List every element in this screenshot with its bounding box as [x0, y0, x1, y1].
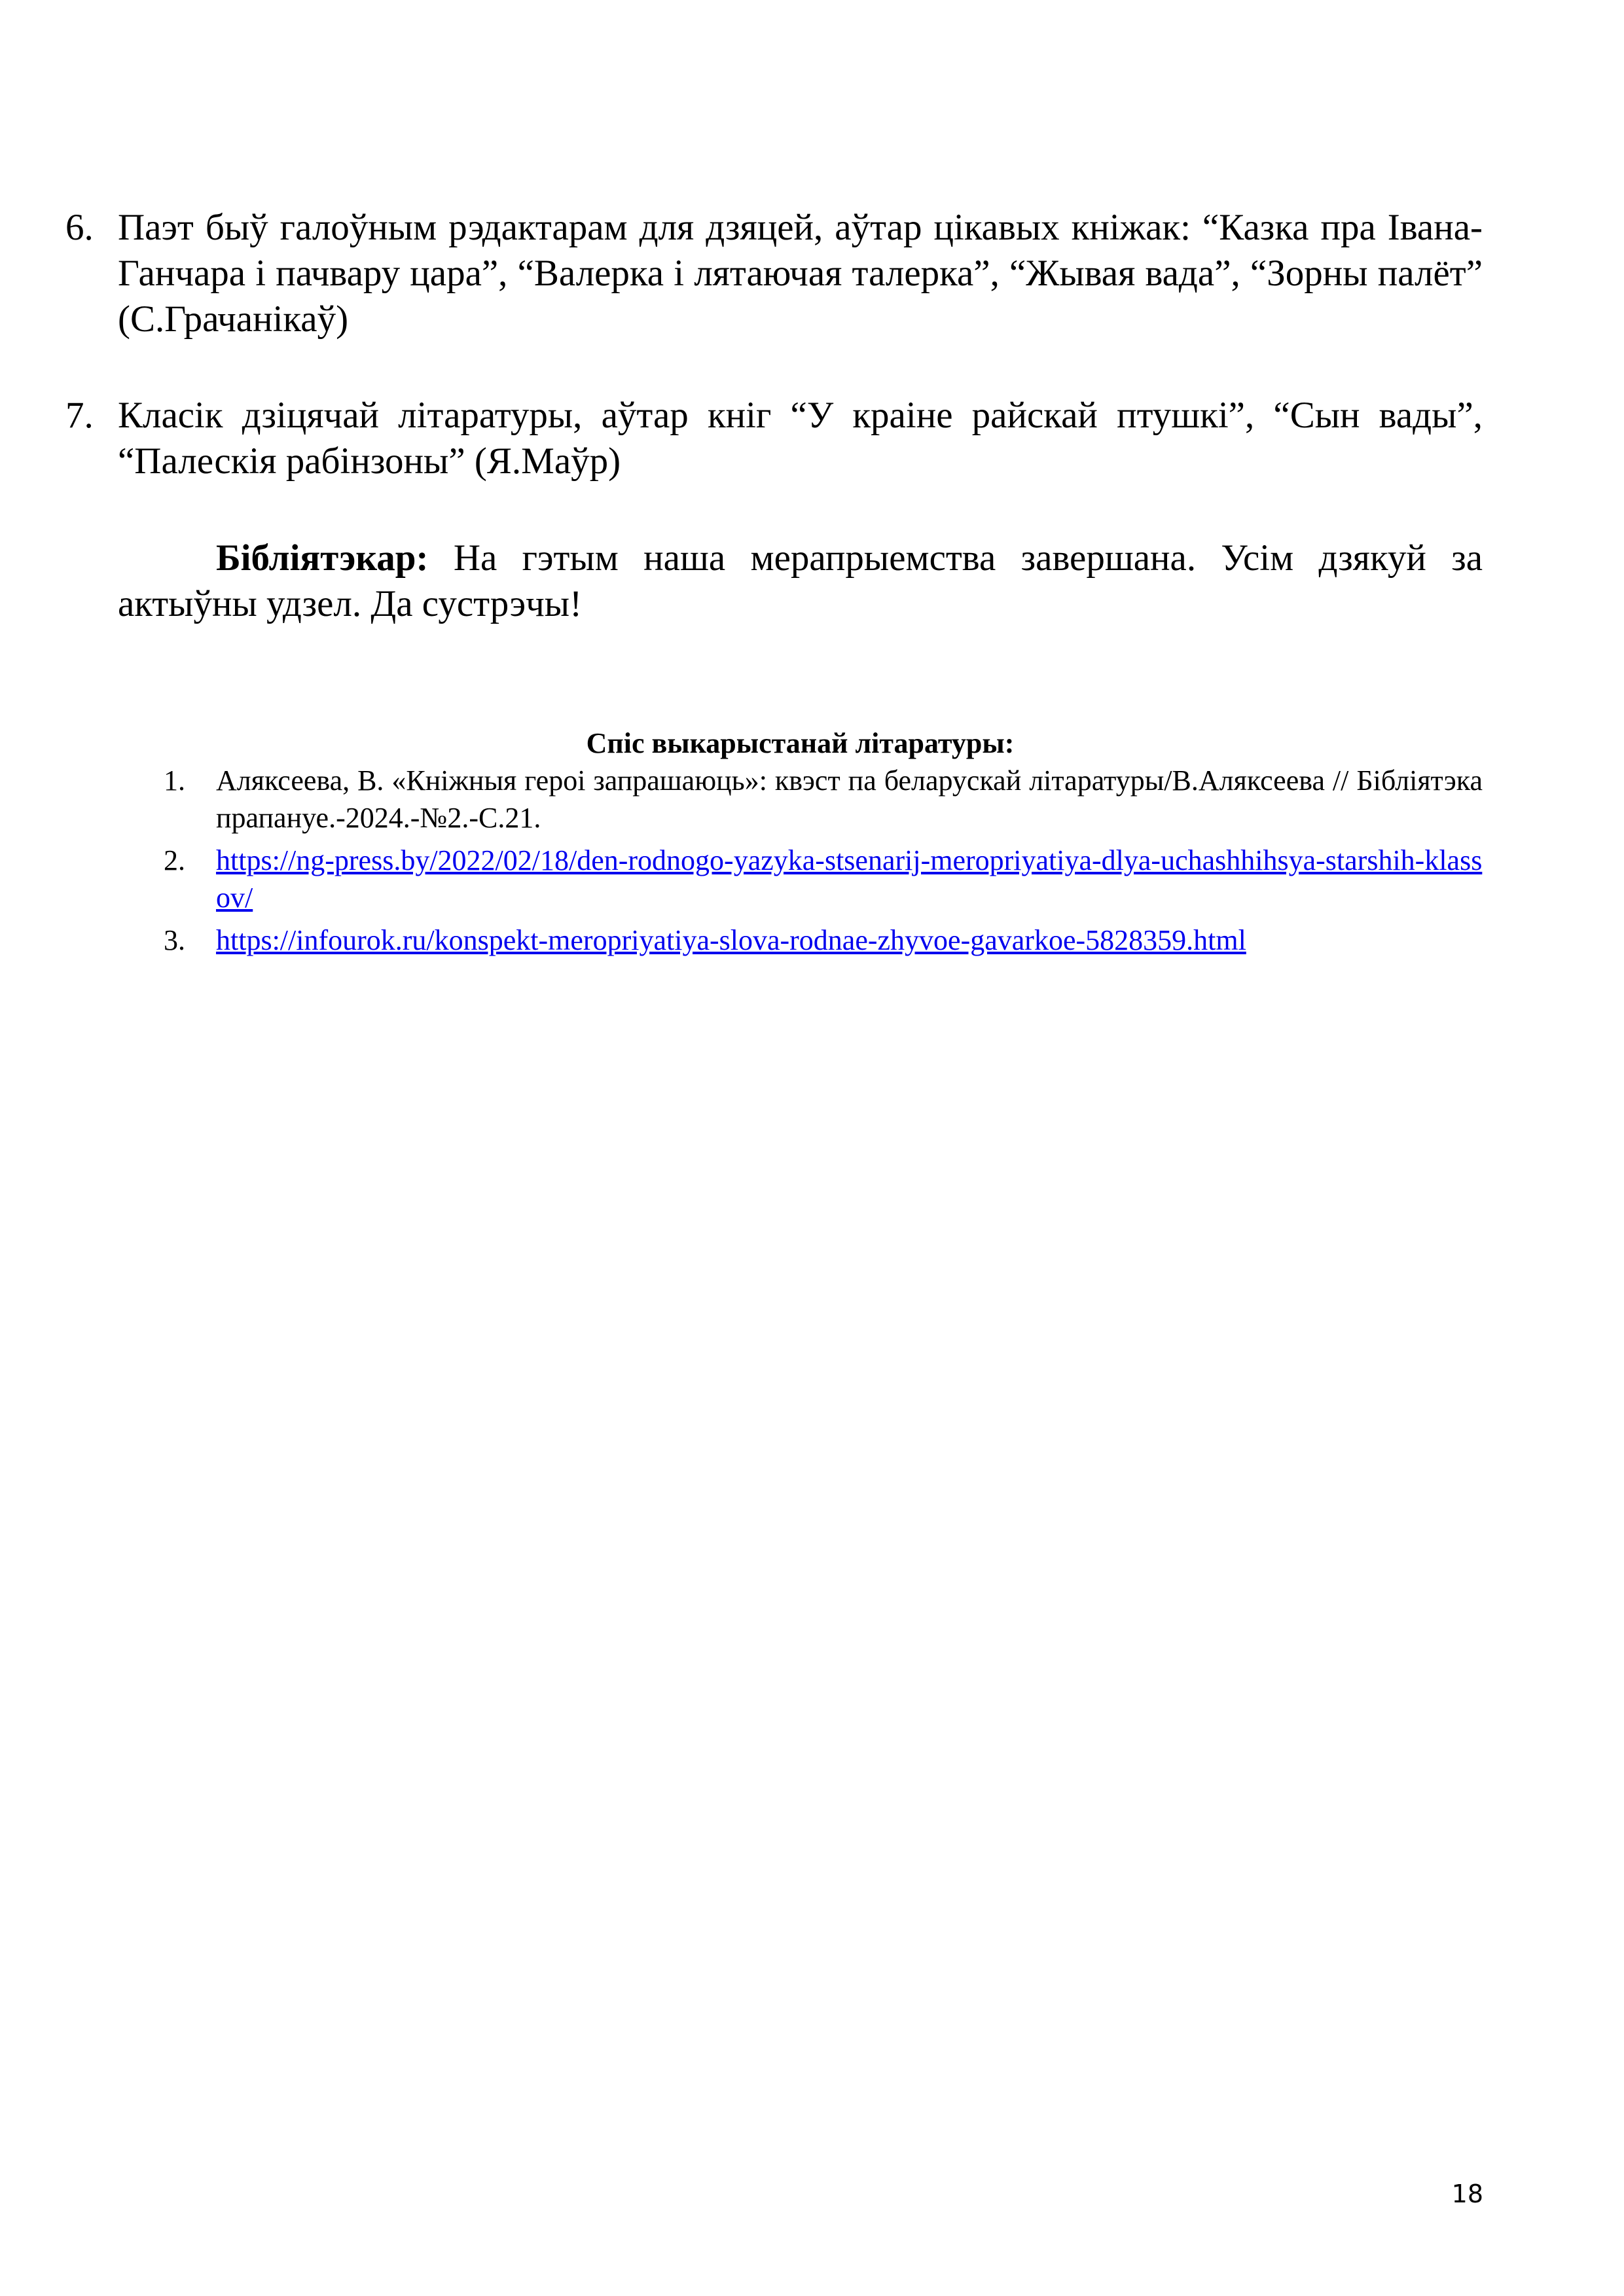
list-item-number: 6. [65, 207, 94, 248]
bibliography-title: Спіс выкарыстанай літаратуры: [586, 727, 1015, 759]
bibliography-list [164, 762, 1483, 964]
bibliography-entry [164, 842, 1483, 916]
list-item-body [65, 393, 1483, 484]
bibliography-link[interactable]: https://infourok.ru/konspekt-meropriyatiya-slova-rodnae-zhyvoe-gavarkoe-5828359.html [216, 924, 1246, 956]
list-item [65, 393, 1483, 484]
bibliography-entry-number: 3. [164, 924, 185, 956]
list-item-body [65, 205, 1483, 342]
list-item [65, 205, 1483, 342]
bibliography-entry-text: Аляксеева, В. «Кніжныя героі запрашаюць»: квэст па беларускай літаратуры/В.Аляксеева // Бібліятэка прапануе.-2024.-№2.-С.21. [216, 764, 1483, 834]
closing-text: На гэтым наша мерапрыемства завершана. Усім дзякуй за актыўны удзел. Да сустрэчы! [118, 537, 1483, 624]
bibliography-entry [164, 762, 1483, 836]
bibliography-entry [164, 922, 1483, 959]
bibliography-entry-number: 1. [164, 764, 185, 797]
list-item-number: 7. [65, 395, 94, 436]
closing-paragraph [118, 535, 1483, 627]
speaker-label: Бібліятэкар: [216, 537, 429, 579]
list-item-text: Класік дзіцячай літаратуры, аўтар кніг “У краіне райскай птушкі”, “Сын вады”, “Палескія рабінзоны” (Я.Маўр) [118, 395, 1483, 482]
page-number: 18 [1451, 2179, 1483, 2208]
bibliography-link[interactable]: https://ng-press.by/2022/02/18/den-rodnogo-yazyka-stsenarij-meropriyatiya-dlya-uchashhihsya-starshih-klassov/ [216, 844, 1483, 914]
list-item-text: Паэт быў галоўным рэдактарам для дзяцей, аўтар цікавых кніжак: “Казка пра Івана-Ганчара і пачвару цара”, “Валерка і лятаючая талерка”, “Жывая вада”, “Зорны палёт” (С.Грачанікаў) [118, 207, 1483, 340]
bibliography-entry-number: 2. [164, 844, 185, 876]
